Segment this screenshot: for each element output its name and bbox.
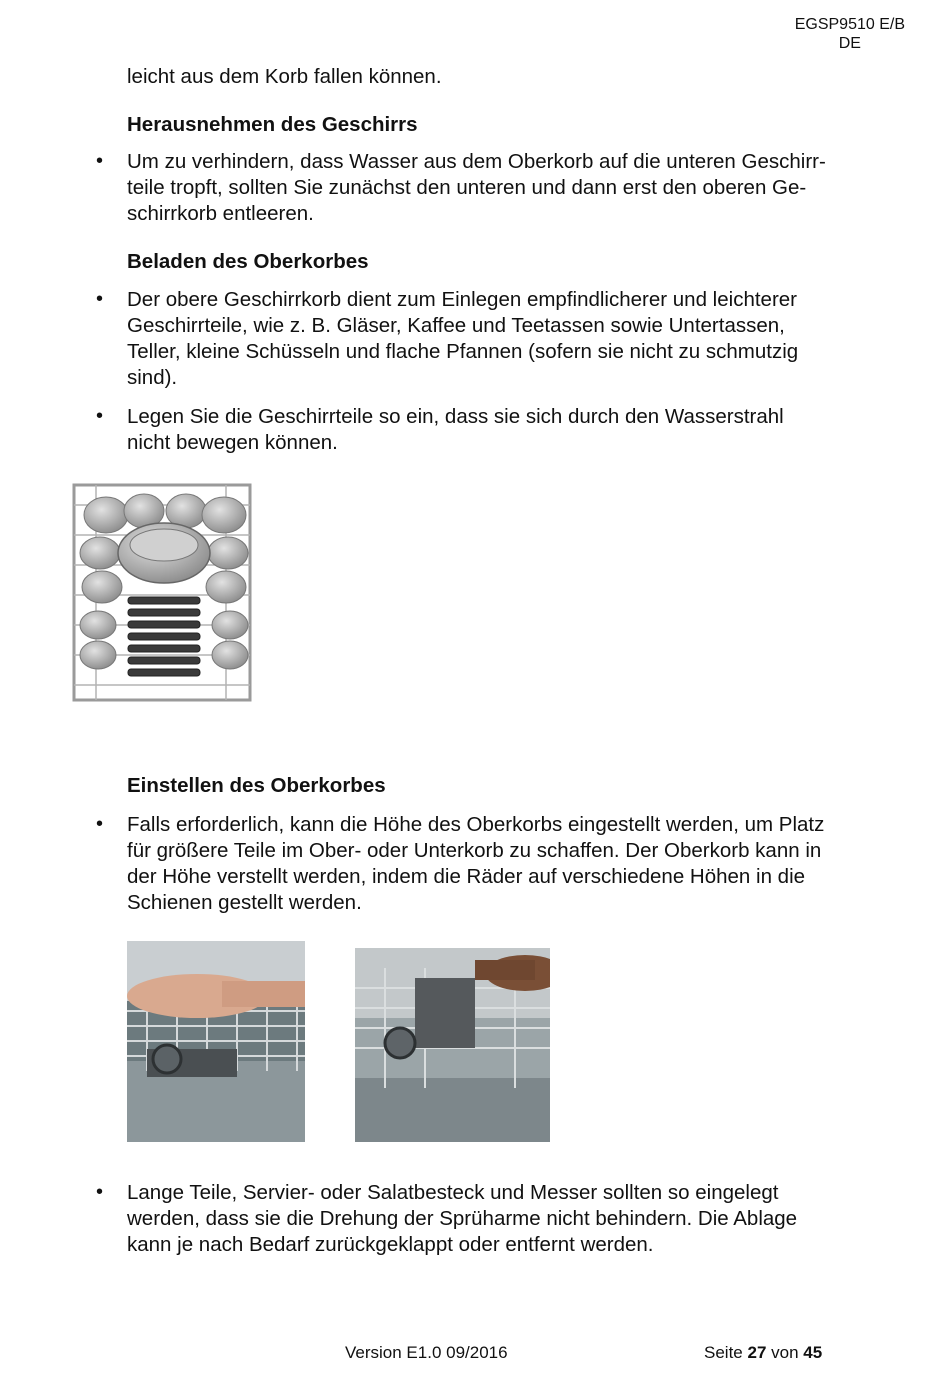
- basket-drawing: [66, 475, 256, 720]
- text-line: schirrkorb entleeren.: [127, 202, 314, 225]
- text-line: der Höhe verstellt werden, indem die Räder auf verschiedene Höhen in die: [127, 865, 806, 888]
- text-line: sind).: [127, 366, 178, 389]
- photo-left-drawing: [127, 941, 305, 1142]
- text-line: Lange Teile, Servier- oder Salatbesteck und Messer sollten so eingelegt: [127, 1181, 779, 1204]
- version-label: Version E1.0 09/2016: [345, 1343, 508, 1362]
- text-line: für größere Teile im Ober- oder Unterkorb zu schaffen. Der Oberkorb kann in: [127, 839, 822, 862]
- text-line: kann je nach Bedarf zurückgeklappt oder entfernt werden.: [127, 1233, 654, 1256]
- bullet-long-items: [127, 1180, 907, 1258]
- basket-rail-photo-right: [355, 948, 550, 1142]
- photo-right-drawing: [355, 948, 550, 1142]
- basket-rail-photo-left: [127, 941, 305, 1142]
- bullet-upper-basket-items: [127, 287, 907, 391]
- text-line: Falls erforderlich, kann die Höhe des Oberkorbs eingestellt werden, um Platz: [127, 813, 825, 836]
- text-line: teile tropft, sollten Sie zunächst den unteren und dann erst den oberen Ge-: [127, 176, 807, 199]
- page-total: 45: [803, 1343, 823, 1362]
- heading-remove-dishes: Herausnehmen des Geschirrs: [127, 113, 418, 136]
- bullet-glyph: •: [96, 1181, 104, 1203]
- page-indicator: [704, 1343, 822, 1363]
- page-prefix: Seite: [704, 1343, 743, 1362]
- text-line: Schienen gestellt werden.: [127, 891, 362, 914]
- continuation-text: [127, 64, 907, 90]
- document-header: [795, 15, 905, 53]
- text-line: Der obere Geschirrkorb dient zum Einlegen empfindlicherer und leichterer: [127, 288, 797, 311]
- bullet-glyph: •: [96, 405, 104, 427]
- bullet-remove-dishes: [127, 149, 907, 227]
- continuation-line: leicht aus dem Korb fallen können.: [127, 65, 442, 88]
- bullet-place-dishes: [127, 404, 907, 456]
- text-line: Teller, kleine Schüsseln und flache Pfannen (sofern sie nicht zu schmutzig: [127, 340, 799, 363]
- bullet-adjust-height: [127, 812, 907, 916]
- language-code: DE: [838, 35, 861, 52]
- upper-basket-illustration: [66, 475, 256, 720]
- bullet-glyph: •: [96, 288, 104, 310]
- text-line: Um zu verhindern, dass Wasser aus dem Oberkorb auf die unteren Geschirr-: [127, 150, 826, 173]
- model-number: EGSP9510 E/B: [794, 16, 905, 33]
- text-line: nicht bewegen können.: [127, 431, 338, 454]
- heading-load-upper-basket: Beladen des Oberkorbes: [127, 250, 369, 273]
- text-line: werden, dass sie die Drehung der Sprüharme nicht behindern. Die Ablage: [127, 1207, 798, 1230]
- bullet-glyph: •: [96, 150, 104, 172]
- page-number: 27: [747, 1343, 767, 1362]
- text-line: Geschirrteile, wie z. B. Gläser, Kaffee und Teetassen sowie Untertassen,: [127, 314, 785, 337]
- heading-adjust-upper-basket: Einstellen des Oberkorbes: [127, 774, 386, 797]
- bullet-glyph: •: [96, 813, 104, 835]
- text-line: Legen Sie die Geschirrteile so ein, dass sie sich durch den Wasserstrahl: [127, 405, 784, 428]
- page-of: von: [771, 1343, 799, 1362]
